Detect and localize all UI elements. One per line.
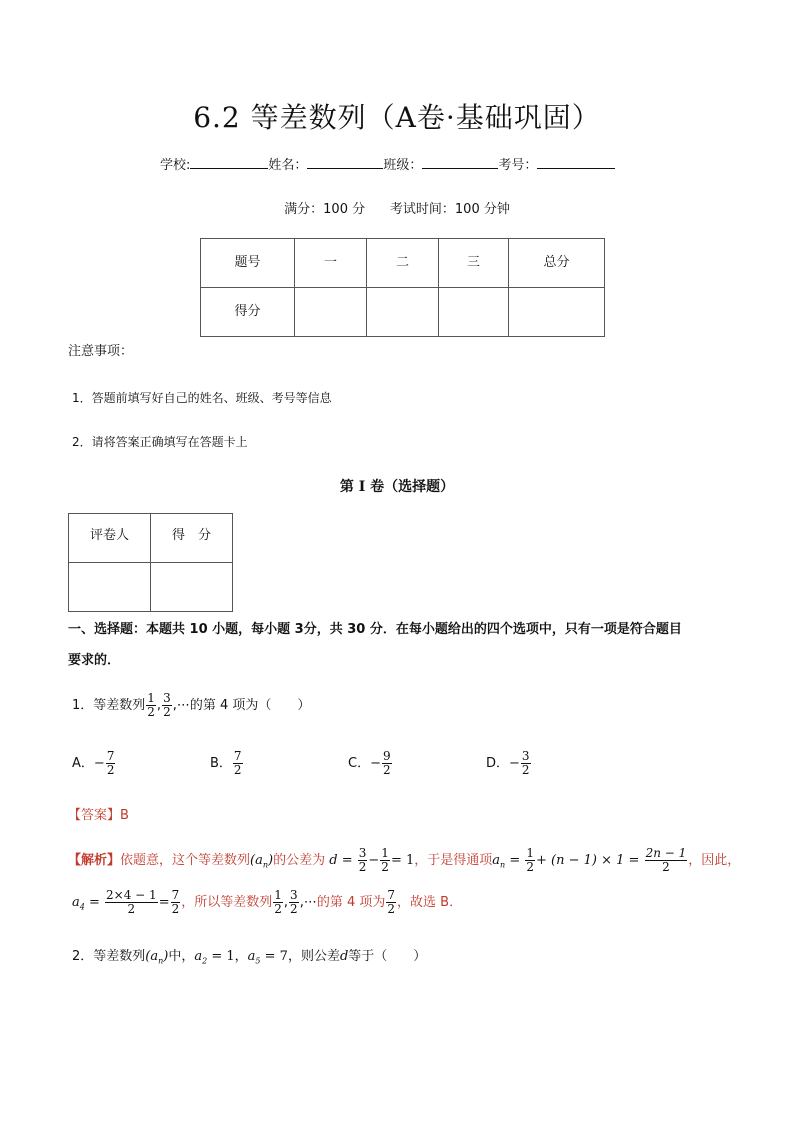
fraction: $\frac{3}{2}$ (163, 691, 171, 719)
option-d[interactable]: D．− $\frac{3}{2}$ (486, 749, 530, 777)
notice-item: 2．请将答案正确填写在答题卡上 (72, 435, 248, 449)
option-a[interactable]: A．− $\frac{7}{2}$ (72, 749, 115, 777)
analysis-line-2: $a_4$ = $\frac{2\times 4 - 1}{2}$ = $\frac{7}{2}$ ，所以等差数列 $\frac{1}{2}$ , $\frac{3}{2}$ ,⋯的第 4 项为 $\frac{7}{2}$ ，故选 B． (72, 888, 463, 916)
score-cell[interactable] (367, 288, 439, 337)
reviewer-cell[interactable] (69, 563, 151, 612)
score-table (200, 238, 605, 337)
reviewer-table (68, 513, 233, 612)
analysis-line-1: 【解析】依题意，这个等差数列$(a_n)$的公差为 d = $\frac{3}{2}$ − $\frac{1}{2}$ = 1，于是得通项$a_n$ = $\frac{1}{2}$ + (n − 1) × 1 = $\frac{2n - 1}{2}$ ，因此， (68, 846, 741, 874)
question-1: 1．等差数列 $\frac{1}{2}$ , $\frac{3}{2}$ ,⋯的第 4 项为（ ） (72, 691, 311, 719)
reviewer-header: 评卷人 (69, 514, 151, 563)
score-header-cell: 二 (367, 239, 439, 288)
score-cell[interactable] (439, 288, 509, 337)
reviewer-cell[interactable] (151, 563, 233, 612)
name-label: 姓名： (268, 158, 308, 173)
score-row-label: 得分 (201, 288, 295, 337)
q1-suffix: 的第 4 项为（ ） (189, 698, 311, 713)
exam-no-label: 考号： (498, 158, 538, 173)
option-b[interactable]: B． $\frac{7}{2}$ (210, 749, 242, 777)
score-header-cell: 三 (439, 239, 509, 288)
part1-instruction: 一、选择题：本题共 10 小题，每小题 3分，共 30 分．在每小题给出的四个选项中，只有一项是符合题目 (68, 622, 682, 637)
reviewer-score-header: 得 分 (151, 514, 233, 563)
answer-value: B (120, 808, 129, 823)
name-field[interactable] (307, 156, 383, 169)
part1-instruction-cont: 要求的． (68, 653, 121, 668)
option-c[interactable]: C．− $\frac{9}{2}$ (348, 749, 391, 777)
exam-info: 满分：100 分 考试时间：100 分钟 (284, 202, 510, 217)
question-2: 2．等差数列$(a_n)$中，$a_2 = 1$，$a_5 = 7$，则公差d等于（ ） (72, 949, 427, 966)
school-field[interactable] (190, 156, 268, 169)
school-label: 学校: (160, 158, 191, 173)
score-header-cell: 一 (295, 239, 367, 288)
fraction: $\frac{1}{2}$ (147, 691, 155, 719)
section-title: 第 I 卷（选择题） (339, 479, 455, 495)
page-title: 6.2 等差数列（A卷·基础巩固） (193, 101, 601, 134)
class-field[interactable] (422, 156, 498, 169)
answer-tag: 【答案】 (68, 808, 121, 823)
score-cell[interactable] (509, 288, 605, 337)
score-header-cell: 题号 (201, 239, 295, 288)
analysis-tag: 【解析】 (68, 853, 121, 868)
class-label: 班级： (383, 158, 423, 173)
q1-prefix: 1．等差数列 (72, 698, 146, 713)
notice-title: 注意事项： (68, 344, 134, 359)
answer (68, 804, 129, 823)
score-cell[interactable] (295, 288, 367, 337)
notice-item: 1．答题前填写好自己的姓名、班级、考号等信息 (72, 391, 332, 405)
student-info-line (160, 156, 615, 175)
exam-no-field[interactable] (537, 156, 615, 169)
score-header-cell: 总分 (509, 239, 605, 288)
